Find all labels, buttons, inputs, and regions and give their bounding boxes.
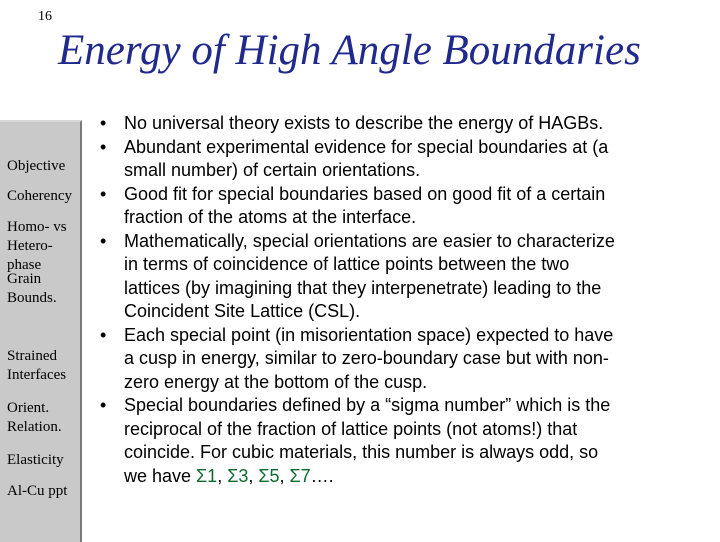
sidebar-item-label: Bounds. [7,290,57,306]
bullet-line: Abundant experimental evidence for special boundaries at (a [124,136,609,157]
sigma-separator: , [217,465,228,486]
sidebar-item-label: Relation. [7,419,62,435]
sidebar-item[interactable] [7,270,57,308]
bullet-line: Good fit for special boundaries based on good fit of a certain [124,183,606,204]
bullet-line: Special boundaries defined by a “sigma number” which is the [124,395,611,415]
bullet-line: Coincident Site Lattice (CSL). [124,301,361,321]
bullet-line: a cusp in energy, similar to zero-boundary case but with non- [124,348,609,368]
sidebar-item-label: Hetero- [7,238,53,254]
sigma-separator: , [248,465,259,486]
bullet-line: Each special point (in misorientation space) expected to have [124,324,614,345]
bullet-line: reciprocal of the fraction of lattice points (not atoms!) that [124,418,578,439]
sidebar-item-label: Interfaces [7,367,67,383]
bullet-dot-icon: • [100,324,107,345]
bullet-dot-icon: • [100,183,107,204]
bullet-dot-icon: • [100,395,107,415]
sidebar-item[interactable] [7,218,67,275]
sidebar-item-label: Orient. [7,400,50,416]
bullet-dot-icon: • [100,113,107,133]
bullet-item [100,324,695,395]
bullet-line: lattices (by imagining that they interpenetrate) leading to the [124,277,602,298]
sidebar-item[interactable] [7,399,62,437]
bullet-item [100,394,695,488]
bullet-item [100,230,695,324]
sidebar-item-label: phase [7,257,42,273]
bullet-item [100,136,695,183]
bullet-line: Mathematically, special orientations are easier to characterize [124,230,615,251]
topic-sidebar [0,120,82,542]
sidebar-item-label: Homo- vs [7,219,67,235]
sidebar-item-label: Elasticity [7,452,64,468]
sidebar-item-label: Grain [7,271,42,287]
bullet-line: fraction of the atoms at the interface. [124,207,417,227]
bullet-dot-icon: • [100,230,107,251]
bullet-line: in terms of coincidence of lattice points between the two [124,254,570,274]
sigma-value: Σ1 [196,465,218,486]
sigma-line [124,465,695,489]
sigma-value: Σ3 [227,465,249,486]
sidebar-item[interactable] [7,157,65,176]
sidebar-item[interactable] [7,347,66,385]
sigma-suffix: …. [310,465,334,486]
bullet-line: coincide. For cubic materials, this number is always odd, so [124,442,599,462]
bullet-item [100,183,695,230]
sidebar-item-label: Strained [7,348,57,364]
bullet-line: small number) of certain orientations. [124,160,421,180]
bullet-item [100,112,695,136]
sigma-value: Σ5 [258,465,280,486]
bullet-line: zero energy at the bottom of the cusp. [124,371,428,392]
bullet-list [100,112,695,488]
sigma-prefix: we have [124,465,197,486]
sidebar-item-label: Objective [7,158,66,174]
bullet-dot-icon: • [100,136,107,157]
slide-number: 16 [38,9,52,24]
sidebar-item-label: Al-Cu ppt [7,483,68,499]
sidebar-item-label: Coherency [7,188,72,204]
sidebar-item[interactable] [7,482,67,501]
sidebar-item[interactable] [7,451,64,470]
slide-title: Energy of High Angle Boundaries [58,27,641,74]
sigma-separator: , [279,465,290,486]
sigma-value: Σ7 [289,465,311,486]
bullet-line: No universal theory exists to describe the energy of HAGBs. [124,113,604,133]
sidebar-item[interactable] [7,187,72,206]
